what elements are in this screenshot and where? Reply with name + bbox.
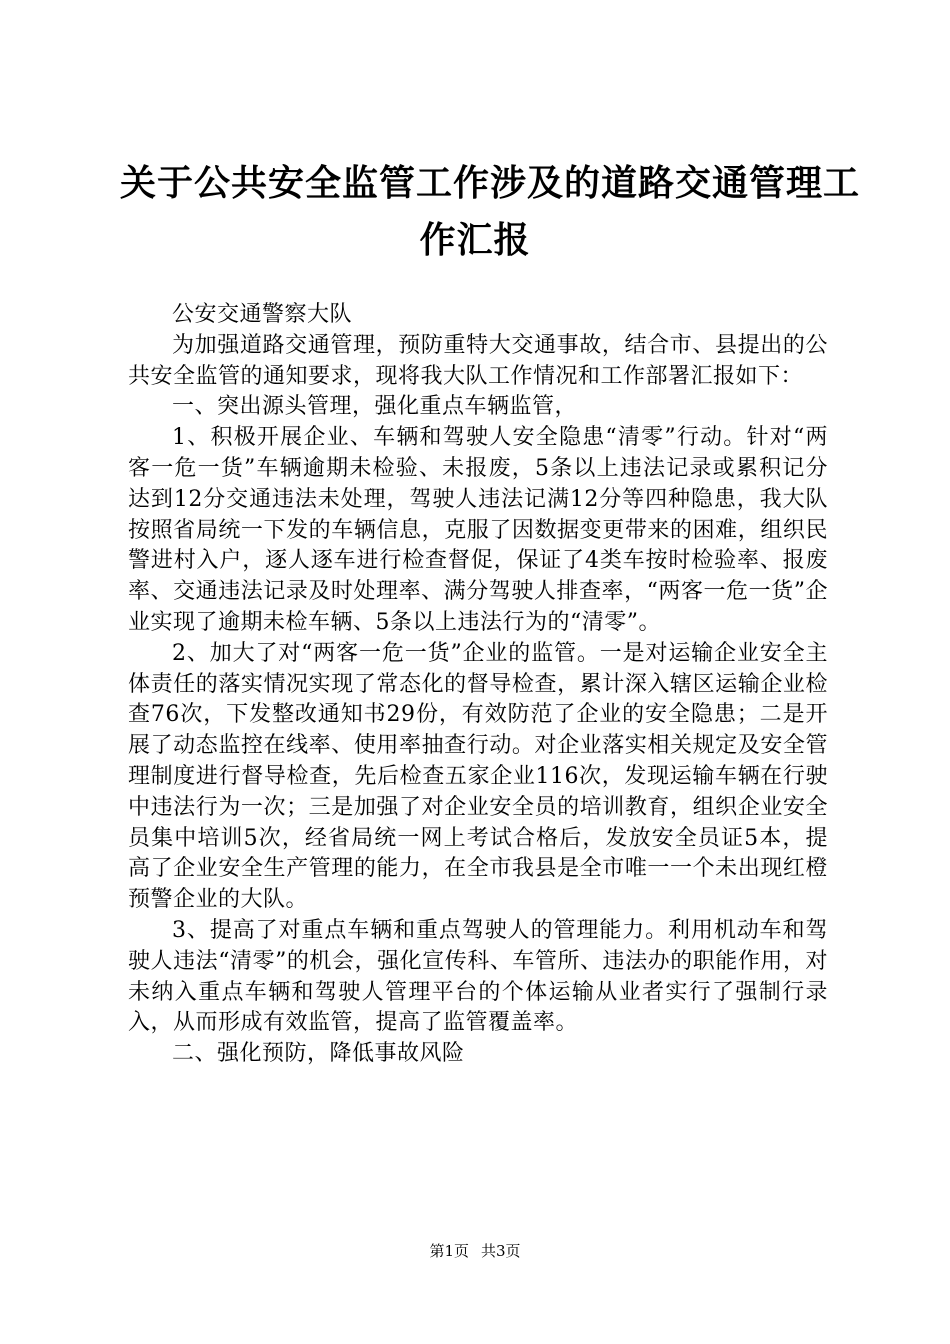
paragraph-intro: 为加强道路交通管理，预防重特大交通事故，结合市、县提出的公共安全监管的通知要求，现将我大队工作情况和工作部署汇报如下： xyxy=(128,332,828,389)
document-body xyxy=(128,300,828,1070)
paragraph-item-1: 1、积极开展企业、车辆和驾驶人安全隐患“清零”行动。针对“两客一危一货”车辆逾期未检验、未报废，5条以上违法记录或累积记分达到12分交通违法未处理，驾驶人违法记满12分等四种隐患，我大队按照省局统一下发的车辆信息，克服了因数据变更带来的困难，组织民警进村入户，逐人逐车进行检查督促，保证了4类车按时检验率、报废率、交通违法记录及时处理率、满分驾驶人排查率，“两客一危一货”企业实现了逾期未检车辆、5条以上违法行为的“清零”。 xyxy=(128,425,828,635)
document-title-line-2: 作汇报 xyxy=(419,220,531,261)
section-heading-2: 二、强化预防，降低事故风险 xyxy=(172,1041,465,1067)
document-title-line-1: 关于公共安全监管工作涉及的道路交通管理工 xyxy=(120,163,861,204)
author-line: 公安交通警察大队 xyxy=(172,302,353,327)
page-total: 共3页 xyxy=(481,1242,521,1260)
section-heading-1: 一、突出源头管理，强化重点车辆监管， xyxy=(172,394,578,420)
paragraph-item-2: 2、加大了对“两客一危一货”企业的监管。一是对运输企业安全主体责任的落实情况实现了常态化的督导检查，累计深入辖区运输企业检查76次，下发整改通知书29份，有效防范了企业的安全隐患；二是开展了动态监控在线率、使用率抽查行动。对企业落实相关规定及安全管理制度进行督导检查，先后检查五家企业116次，发现运输车辆在行驶中违法行为一次；三是加强了对企业安全员的培训教育，组织企业安全员集中培训5次，经省局统一网上考试合格后，发放安全员证5本，提高了企业安全生产管理的能力，在全市我县是全市唯一一个未出现红橙预警企业的大队。 xyxy=(128,640,828,913)
paragraph-item-3: 3、提高了对重点车辆和重点驾驶人的管理能力。利用机动车和驾驶人违法“清零”的机会，强化宣传科、车管所、违法办的职能作用，对未纳入重点车辆和驾驶人管理平台的个体运输从业者实行了强制行录入，从而形成有效监管，提高了监管覆盖率。 xyxy=(128,917,828,1036)
page-number: 第1页 xyxy=(429,1242,469,1260)
page-footer xyxy=(0,1244,950,1259)
